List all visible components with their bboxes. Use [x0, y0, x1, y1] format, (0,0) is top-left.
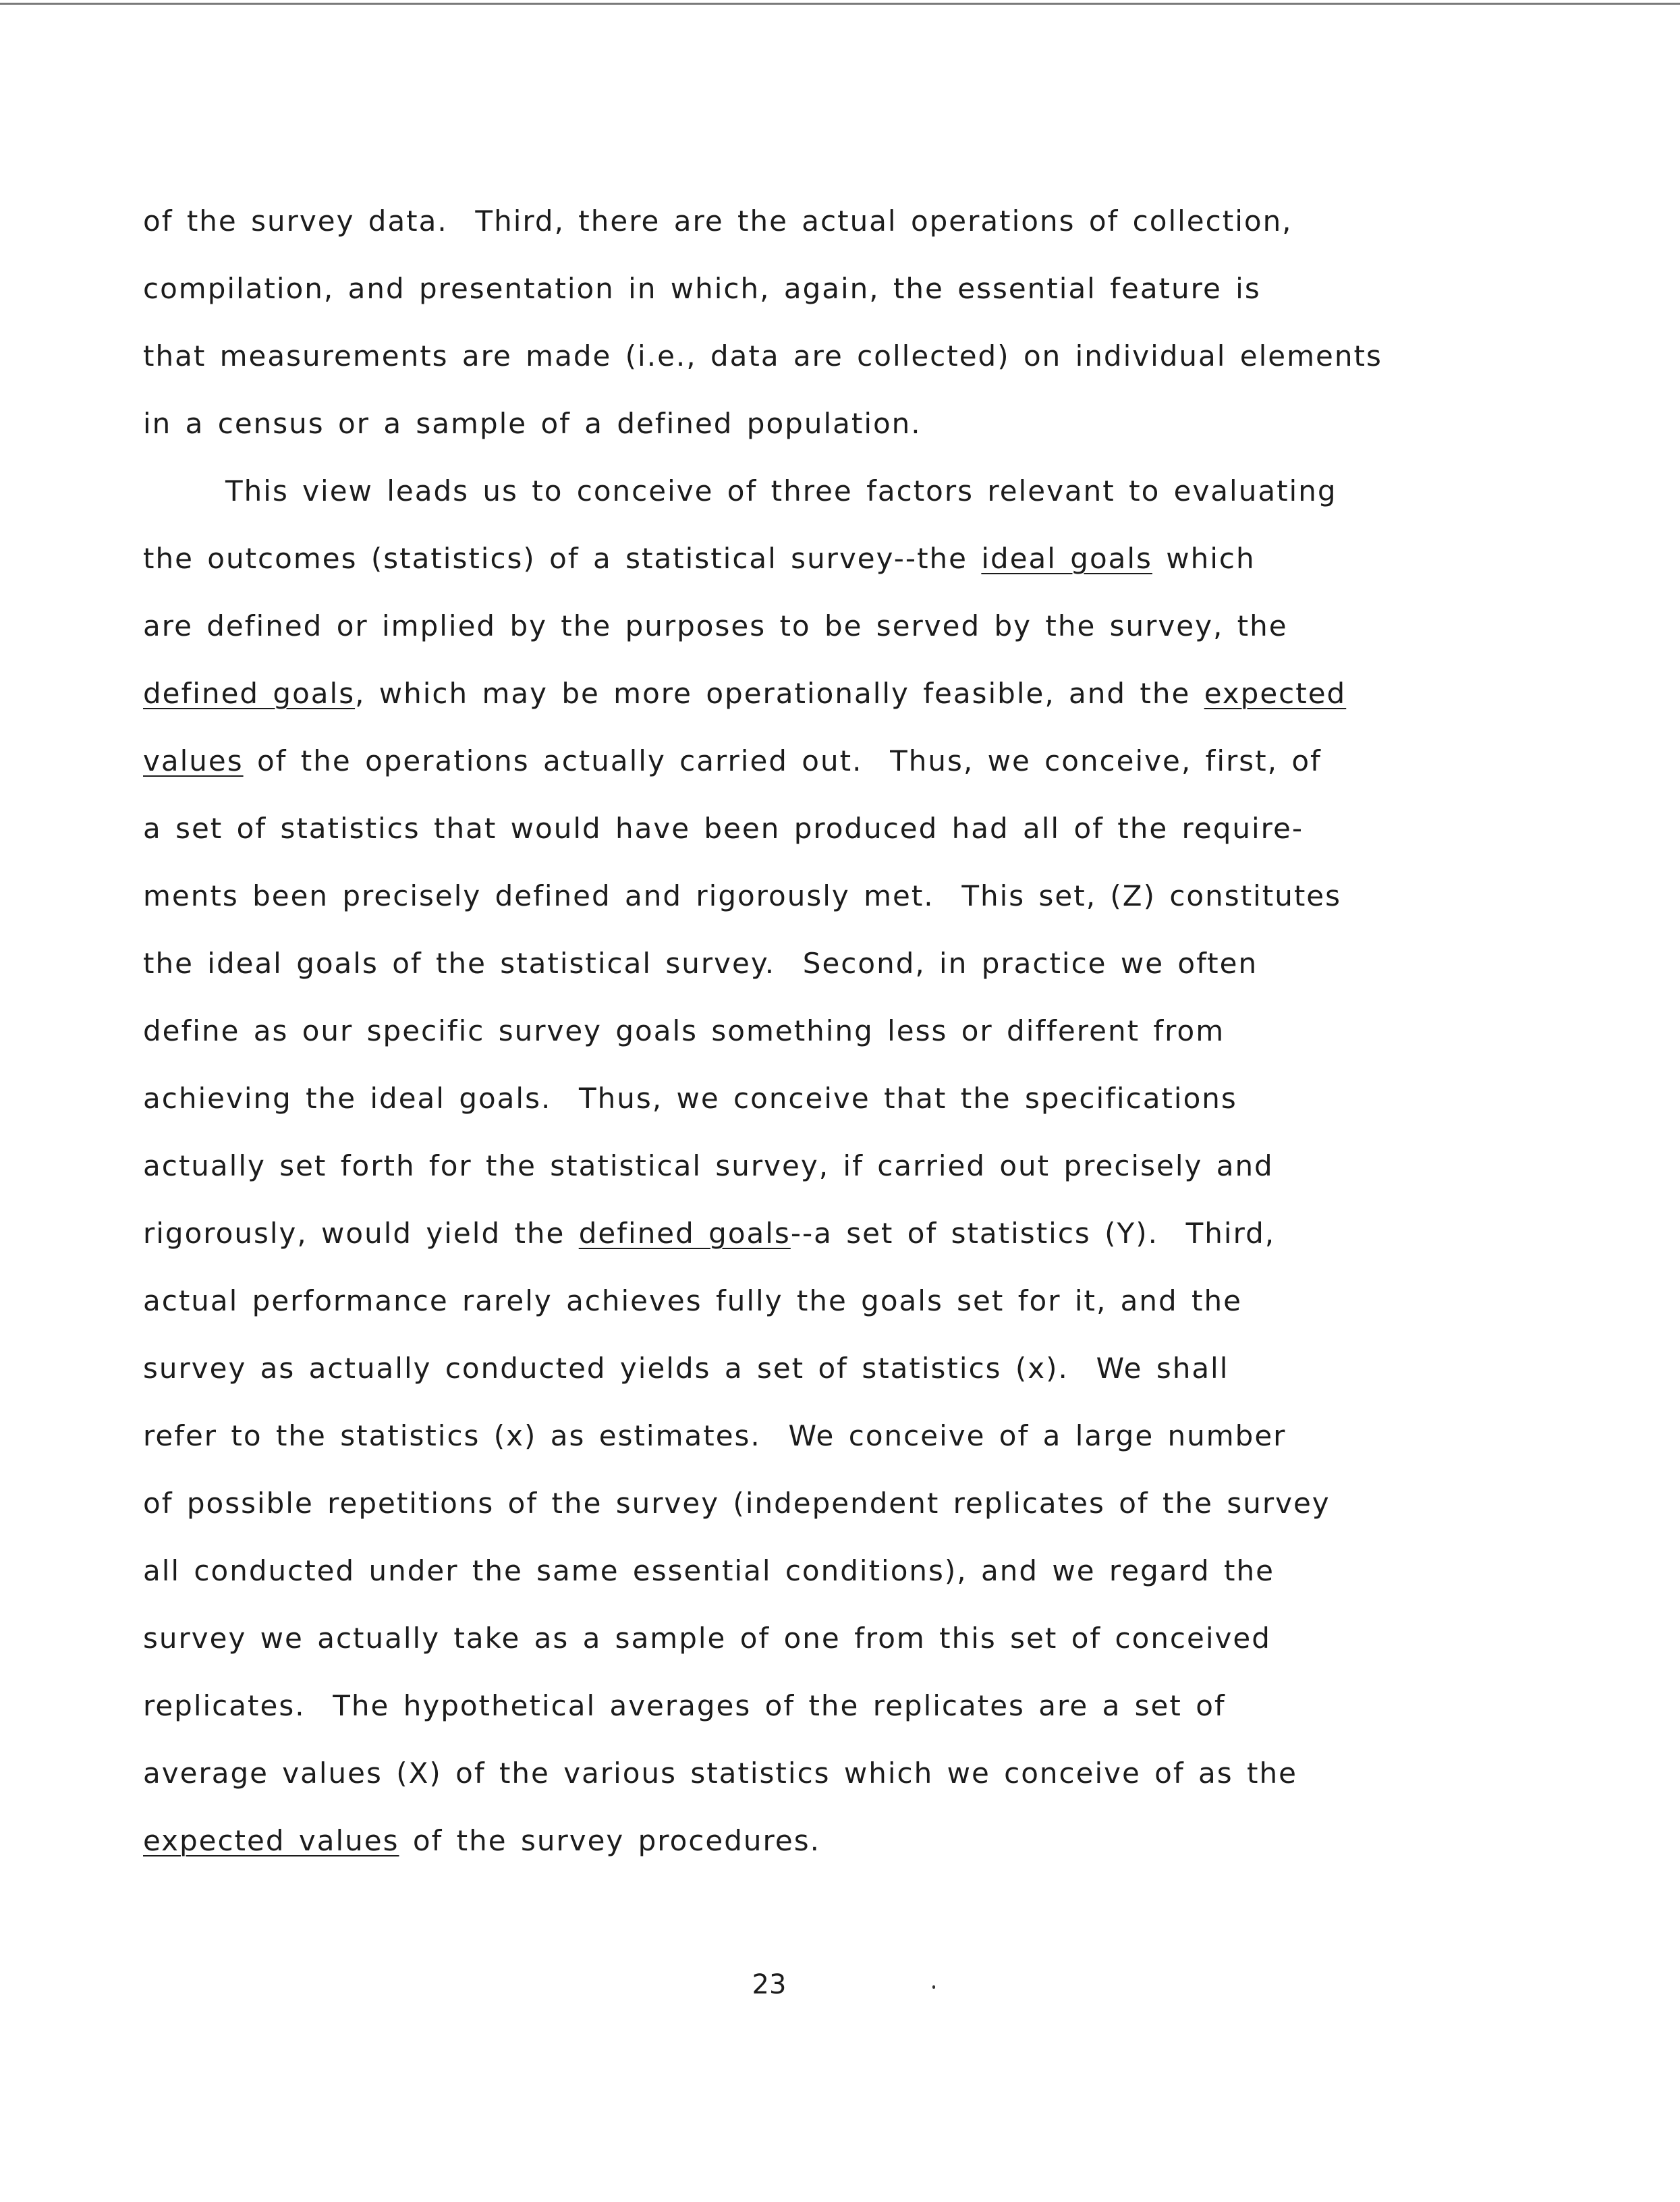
text-segment: that measurements are made (i.e., data are collected) on individual elements	[143, 339, 1382, 373]
text-line	[143, 593, 1573, 660]
text-line	[143, 1402, 1573, 1470]
text-line	[143, 1267, 1573, 1335]
text-segment: replicates. The hypothetical averages of the replicates are a set of	[143, 1689, 1226, 1722]
text-segment: define as our specific survey goals something less or different from	[143, 1014, 1225, 1047]
text-segment: rigorously, would yield the	[143, 1217, 579, 1250]
page-number: 23	[752, 1969, 787, 2000]
text-segment: compilation, and presentation in which, again, the essential feature is	[143, 272, 1261, 305]
text-line	[143, 390, 1573, 458]
text-line	[143, 930, 1573, 997]
text-line	[143, 862, 1573, 930]
text-segment: the ideal goals of the statistical survey. Second, in practice we often	[143, 947, 1258, 980]
text-segment: survey we actually take as a sample of one from this set of conceived	[143, 1622, 1271, 1655]
text-line	[143, 1740, 1573, 1807]
text-line	[143, 1132, 1573, 1200]
text-segment: actual performance rarely achieves fully the goals set for it, and the	[143, 1284, 1242, 1317]
text-segment: --a set of statistics (Y). Third,	[790, 1217, 1276, 1250]
underlined-term: expected values	[143, 1824, 399, 1857]
text-segment: of possible repetitions of the survey (independent replicates of the survey	[143, 1487, 1331, 1520]
text-segment: of the survey procedures.	[399, 1824, 820, 1857]
underlined-term: expected	[1204, 677, 1347, 710]
text-line	[143, 525, 1573, 593]
text-segment: a set of statistics that would have been produced had all of the require-	[143, 812, 1304, 845]
text-segment: ments been precisely defined and rigorously met. This set, (Z) constitutes	[143, 879, 1342, 912]
text-segment: actually set forth for the statistical survey, if carried out precisely and	[143, 1149, 1274, 1182]
text-line	[143, 1672, 1573, 1740]
text-segment: are defined or implied by the purposes to be served by the survey, the	[143, 609, 1288, 642]
text-segment: refer to the statistics (x) as estimates. We conceive of a large number	[143, 1419, 1287, 1452]
text-line	[143, 1537, 1573, 1605]
body-text	[143, 188, 1573, 1875]
text-line	[143, 1065, 1573, 1132]
text-line	[143, 188, 1573, 255]
text-line	[143, 1807, 1573, 1875]
text-line	[143, 458, 1573, 525]
text-segment: This view leads us to conceive of three factors relevant to evaluating	[225, 474, 1337, 507]
text-segment: , which may be more operationally feasible, and the	[355, 677, 1204, 710]
text-segment: which	[1152, 542, 1256, 575]
page-top-rule	[0, 3, 1680, 5]
text-line	[143, 255, 1573, 323]
text-line	[143, 1470, 1573, 1537]
underlined-term: defined goals	[143, 677, 356, 710]
text-segment: of the operations actually carried out. Thus, we conceive, first, of	[243, 744, 1322, 777]
text-segment: in a census or a sample of a defined population.	[143, 407, 922, 440]
text-segment: the outcomes (statistics) of a statistical survey--the	[143, 542, 982, 575]
text-line	[143, 727, 1573, 795]
text-line	[143, 660, 1573, 727]
text-line	[143, 997, 1573, 1065]
text-line	[143, 1200, 1573, 1267]
underlined-term: ideal goals	[981, 542, 1152, 575]
text-segment: average values (X) of the various statistics which we conceive of as the	[143, 1757, 1297, 1790]
text-segment: all conducted under the same essential conditions), and we regard the	[143, 1554, 1275, 1587]
text-line	[143, 1605, 1573, 1672]
text-line	[143, 795, 1573, 862]
scan-speck	[932, 1985, 935, 1989]
underlined-term: values	[143, 744, 244, 777]
text-line	[143, 1335, 1573, 1402]
text-segment: survey as actually conducted yields a set of statistics (x). We shall	[143, 1352, 1229, 1385]
text-segment: achieving the ideal goals. Thus, we conceive that the specifications	[143, 1082, 1237, 1115]
text-line	[143, 323, 1573, 390]
underlined-term: defined goals	[578, 1217, 791, 1250]
text-segment: of the survey data. Third, there are the actual operations of collection,	[143, 204, 1293, 238]
